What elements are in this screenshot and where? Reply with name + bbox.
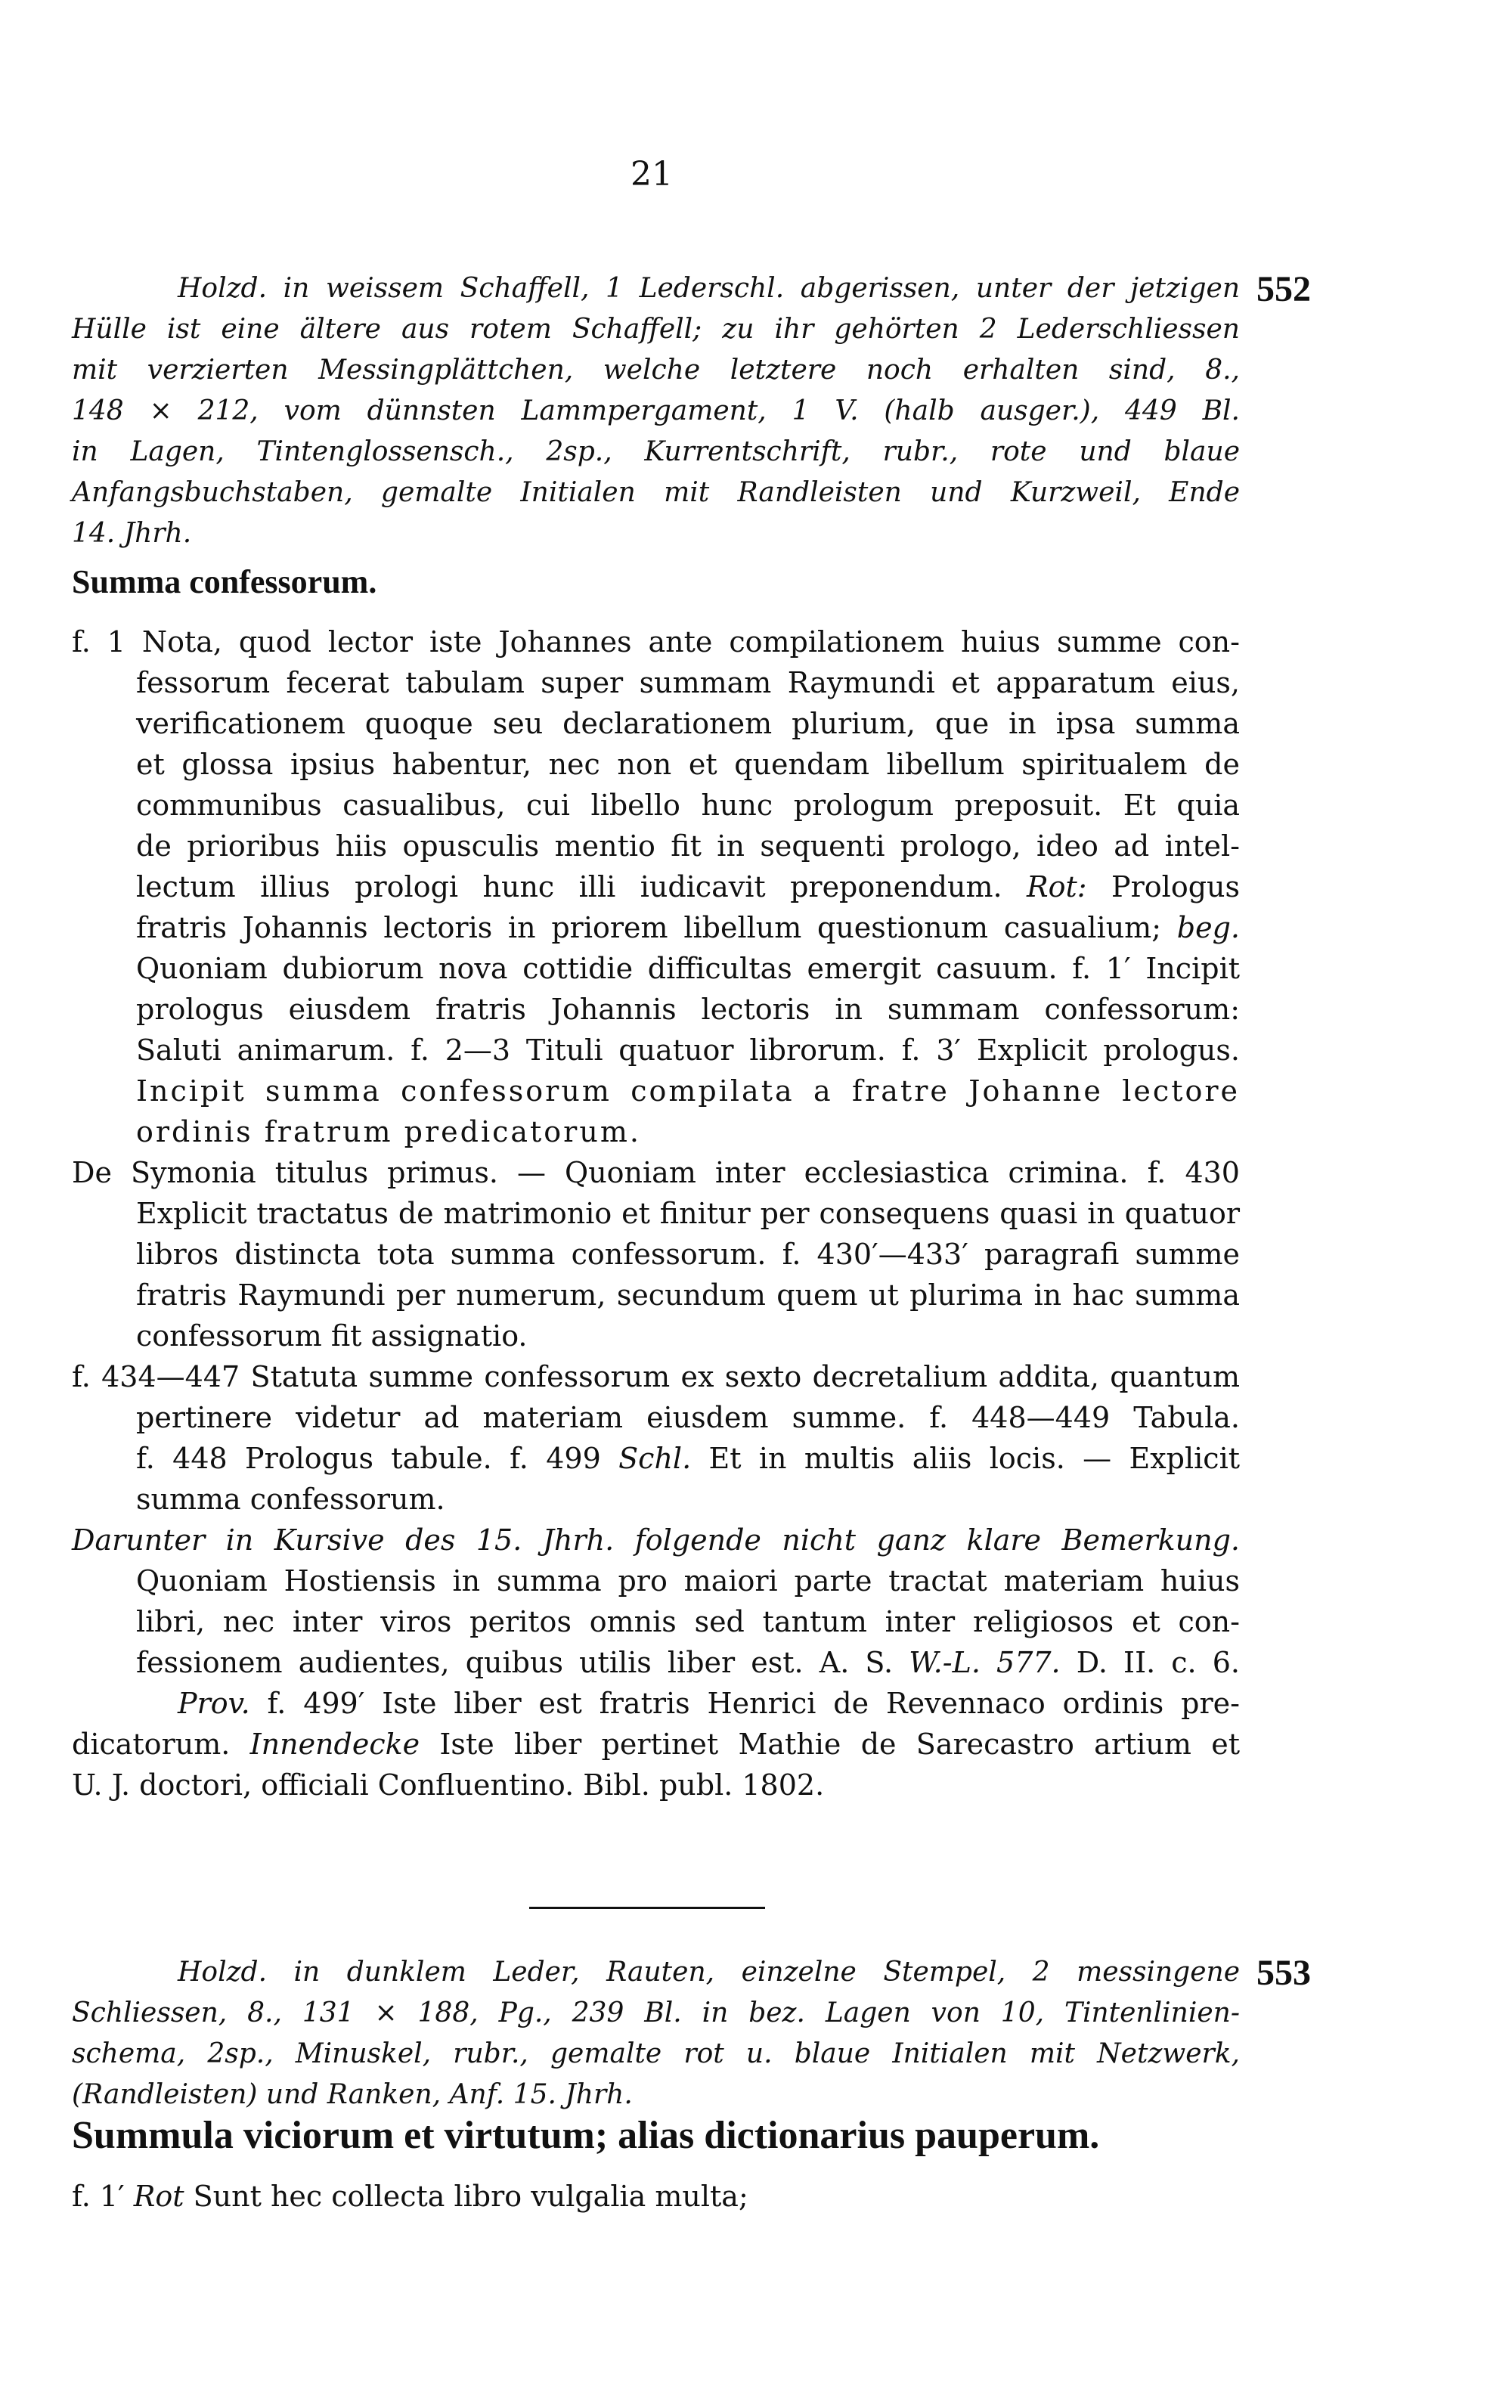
body-line: Quoniam dubiorum nova cottidie difficultas emergit casuum. f. 1′ Incipit bbox=[136, 952, 1240, 985]
italic-annotation: Schl. bbox=[618, 1442, 692, 1475]
body-line: f. 434—447 Statuta summe confessorum ex sexto decretalium addita, quantum bbox=[72, 1360, 1240, 1393]
body-text: Prologus bbox=[1086, 870, 1240, 903]
body-line: verificationem quoque seu declarationem plurium, que in ipsa summa bbox=[136, 707, 1240, 740]
body-text: D. II. c. 6. bbox=[1060, 1646, 1241, 1679]
body-line: Incipit summa confessorum compilata a fratre Johanne lectore bbox=[136, 1074, 1240, 1108]
body-line: fessorum fecerat tabulam super summam Raymundi et apparatum eius, bbox=[136, 666, 1240, 699]
body-text: dicatorum. bbox=[72, 1728, 250, 1761]
body-line: U. J. doctori, officiali Confluentino. Bibl. publ. 1802. bbox=[72, 1768, 825, 1802]
body-line: pertinere videtur ad materiam eiusdem summe. f. 448—449 Tabula. bbox=[136, 1401, 1240, 1434]
body-line: confessorum fit assignatio. bbox=[136, 1319, 528, 1353]
description-line: Holzd. in weissem Schaffell, 1 Lederschl. abgerissen, unter der jetzigen bbox=[178, 273, 1240, 304]
description-line: Schliessen, 8., 131 × 188, Pg., 239 Bl. in bez. Lagen von 10, Tintenlinien- bbox=[72, 1997, 1240, 2028]
italic-annotation: Prov. bbox=[178, 1687, 250, 1720]
body-text: f. 499′ Iste liber est fratris Henrici de Revennaco ordinis pre- bbox=[249, 1687, 1240, 1720]
body-line: prologus eiusdem fratris Johannis lectoris in summam confessorum: bbox=[136, 993, 1240, 1026]
body-line: communibus casualibus, cui libello hunc prologum preposuit. Et quia bbox=[136, 789, 1240, 822]
description-line: Holzd. in dunklem Leder, Rauten, einzelne Stempel, 2 messingene bbox=[178, 1957, 1240, 1988]
body-text: f. 448 Prologus tabule. f. 499 bbox=[136, 1442, 619, 1475]
entry-552-body bbox=[72, 621, 1240, 1805]
italic-annotation: Rot: bbox=[1027, 870, 1087, 903]
rubric-label: Rot bbox=[133, 2180, 184, 2213]
body-line: et glossa ipsius habentur, nec non et quendam libellum spiritualem de bbox=[136, 748, 1240, 781]
description-line: Hülle ist eine ältere aus rotem Schaffell; zu ihr gehörten 2 Lederschliessen bbox=[72, 314, 1240, 345]
entry-number-552: 552 bbox=[1256, 269, 1311, 309]
body-line: summa confessorum. bbox=[136, 1483, 445, 1516]
body-line bbox=[72, 907, 1240, 948]
body-line bbox=[72, 1724, 1240, 1765]
description-line: (Randleisten) und Ranken, Anf. 15. Jhrh. bbox=[72, 2079, 633, 2110]
page-number: 21 bbox=[631, 155, 673, 194]
body-line: libri, nec inter viros peritos omnis sed tantum inter religiosos et con- bbox=[136, 1605, 1240, 1638]
incipit-text: Sunt hec collecta libro vulgalia multa; bbox=[184, 2180, 748, 2213]
italic-annotation: Innendecke bbox=[249, 1728, 420, 1761]
body-line: Darunter in Kursive des 15. Jhrh. folgende nicht ganz klare Bemerkung. bbox=[72, 1523, 1240, 1557]
entry-553-body bbox=[72, 2176, 1240, 2217]
description-line: 14. Jhrh. bbox=[72, 518, 192, 549]
entry-number-553: 553 bbox=[1256, 1953, 1311, 1993]
entry-552-title: Summa confessorum. bbox=[72, 563, 377, 600]
body-text: Et in multis aliis locis. — Explicit bbox=[691, 1442, 1240, 1475]
body-line bbox=[72, 866, 1240, 907]
body-line: Explicit tractatus de matrimonio et finitur per consequens quasi in quatuor bbox=[136, 1197, 1240, 1230]
body-line bbox=[72, 1642, 1240, 1683]
body-text: fessionem audientes, quibus utilis liber est. A. S. bbox=[136, 1646, 909, 1679]
body-line bbox=[72, 2176, 1240, 2217]
italic-annotation: beg. bbox=[1176, 911, 1240, 944]
entry-552-description bbox=[72, 268, 1240, 554]
body-line bbox=[72, 1438, 1240, 1479]
folio-ref: f. 1′ bbox=[72, 2180, 134, 2213]
body-line bbox=[72, 1683, 1240, 1724]
body-text: lectum illius prologi hunc illi iudicavit preponendum. bbox=[136, 870, 1027, 903]
body-line: f. 1 Nota, quod lector iste Johannes ante compilationem huius summe con- bbox=[72, 625, 1240, 659]
description-line: schema, 2sp., Minuskel, rubr., gemalte rot u. blaue Initialen mit Netzwerk, bbox=[72, 2038, 1240, 2069]
body-line: Saluti animarum. f. 2—3 Tituli quatuor librorum. f. 3′ Explicit prologus. bbox=[136, 1034, 1240, 1067]
body-line: Quoniam Hostiensis in summa pro maiori parte tractat materiam huius bbox=[136, 1564, 1240, 1598]
description-line: in Lagen, Tintenglossensch., 2sp., Kurrentschrift, rubr., rote und blaue bbox=[72, 436, 1240, 467]
italic-annotation: W.-L. 577. bbox=[909, 1646, 1061, 1679]
body-line: De Symonia titulus primus. — Quoniam inter ecclesiastica crimina. f. 430 bbox=[72, 1156, 1240, 1189]
body-line: ordinis fratrum predicatorum. bbox=[136, 1115, 641, 1148]
description-line: Anfangsbuchstaben, gemalte Initialen mit Randleisten und Kurzweil, Ende bbox=[72, 477, 1240, 508]
body-text: fratris Johannis lectoris in priorem libellum questionum casualium; bbox=[136, 911, 1177, 944]
description-line: 148 × 212, vom dünnsten Lammpergament, 1 V. (halb ausger.), 449 Bl. bbox=[72, 395, 1240, 426]
description-line: mit verzierten Messingplättchen, welche letztere noch erhalten sind, 8., bbox=[72, 355, 1240, 386]
body-line: fratris Raymundi per numerum, secundum quem ut plurima in hac summa bbox=[136, 1278, 1240, 1312]
body-line: libros distincta tota summa confessorum. f. 430′—433′ paragrafi summe bbox=[136, 1238, 1240, 1271]
entry-553-description bbox=[72, 1952, 1240, 2115]
body-text: Iste liber pertinet Mathie de Sarecastro artium et bbox=[420, 1728, 1240, 1761]
entry-553-title: Summula viciorum et virtutum; alias dictionarius pauperum. bbox=[72, 2114, 1100, 2157]
body-line: de prioribus hiis opusculis mentio fit in sequenti prologo, ideo ad intel- bbox=[136, 829, 1240, 863]
section-divider bbox=[529, 1907, 765, 1909]
